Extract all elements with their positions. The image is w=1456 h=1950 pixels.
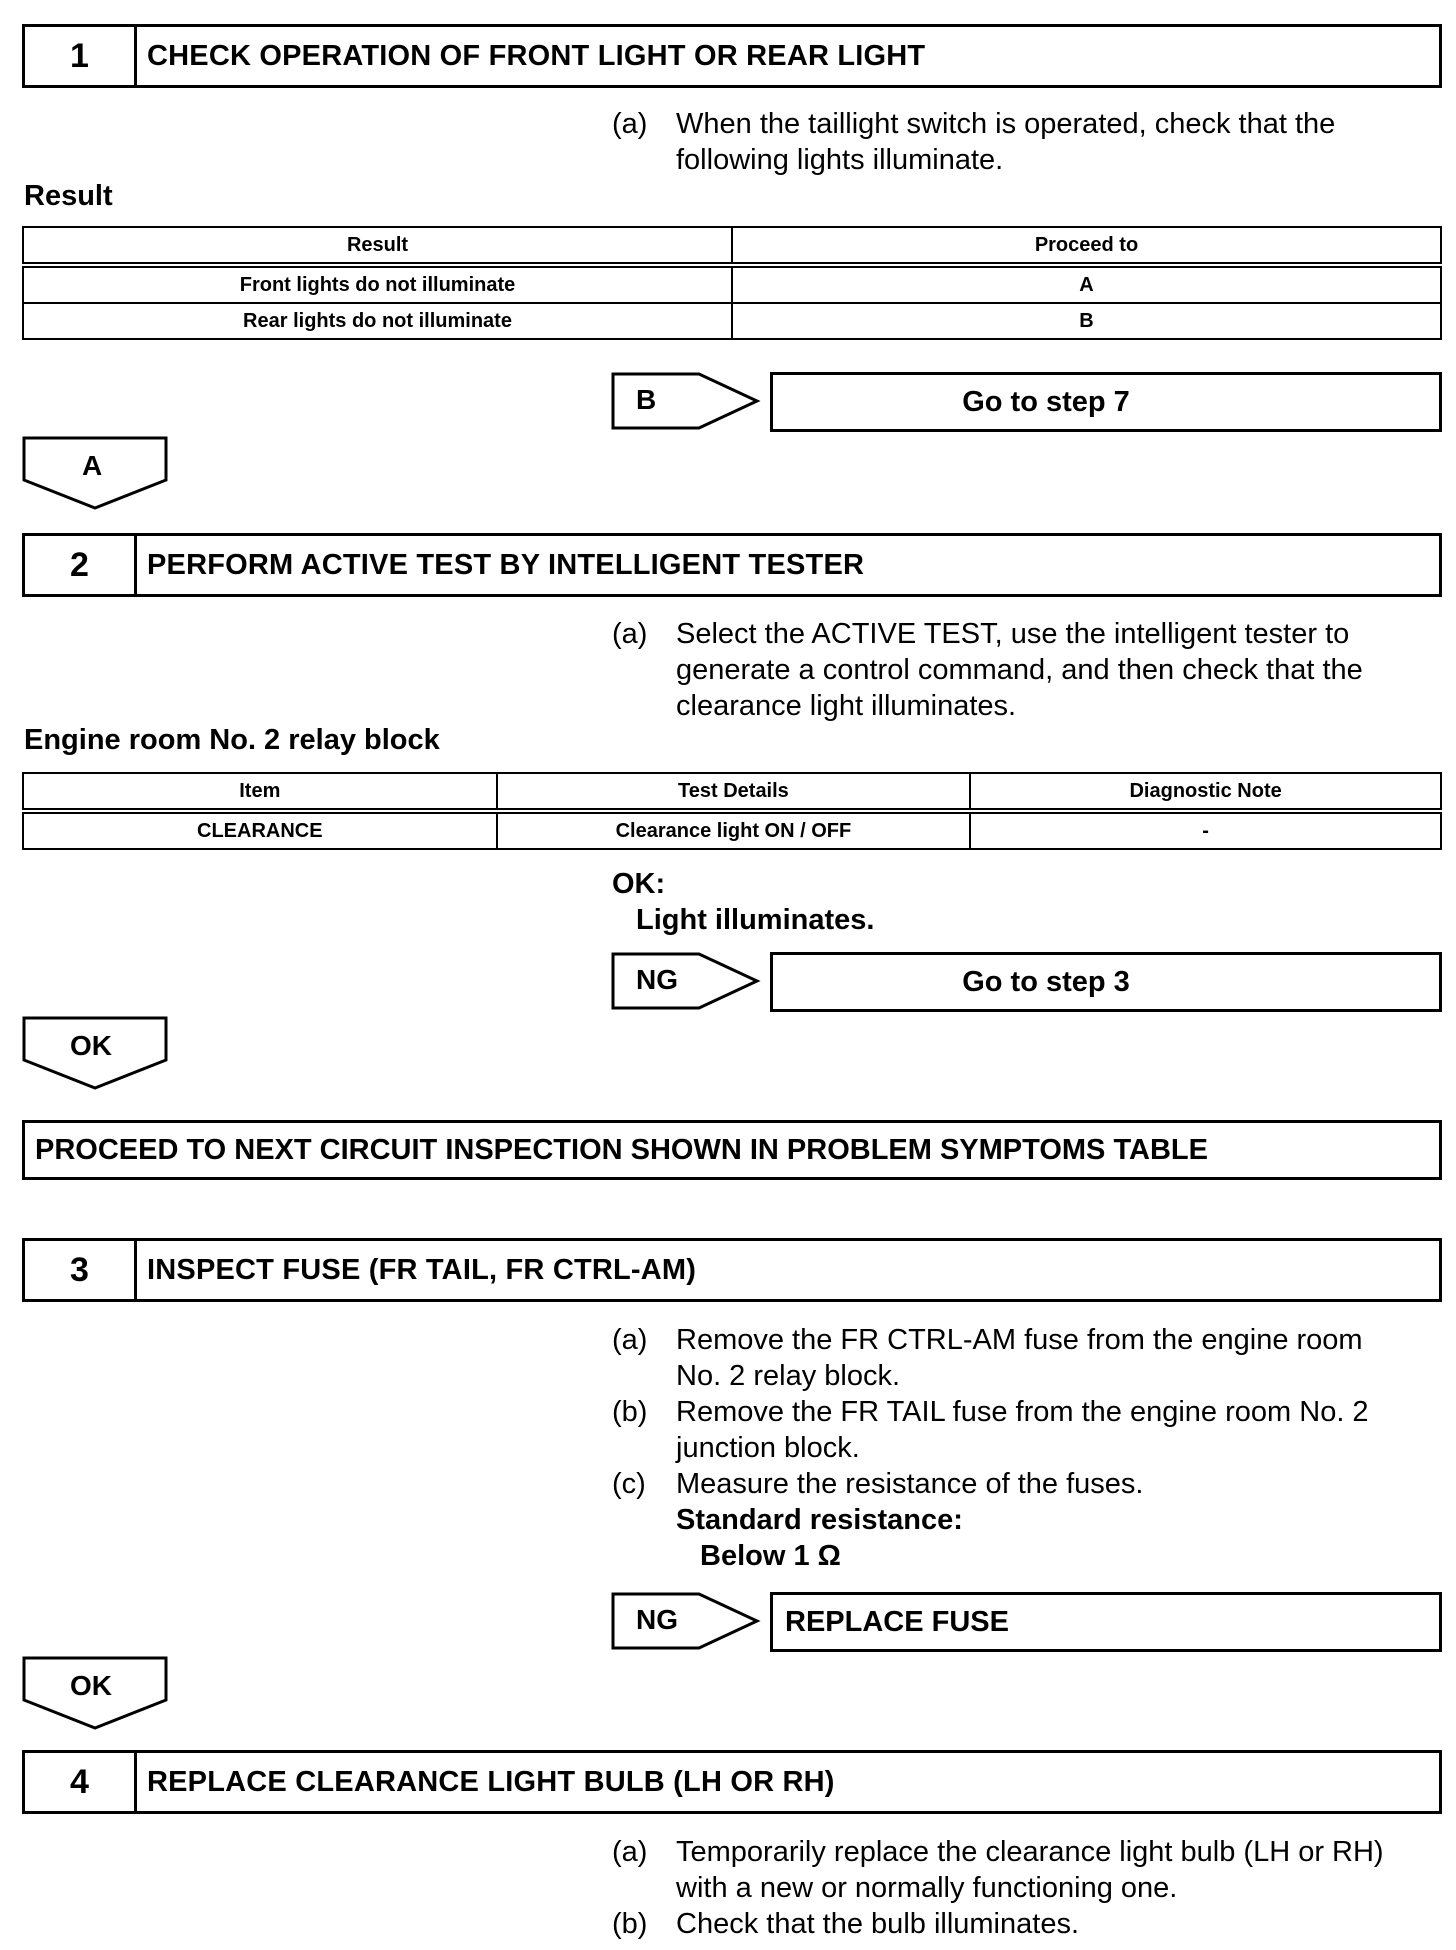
table-cell: B	[732, 303, 1441, 339]
step-2-header	[22, 533, 1442, 597]
step-3-instructions	[612, 1322, 1432, 1574]
instruction-text: No. 2 relay block.	[676, 1360, 901, 1392]
table-header: Proceed to	[732, 227, 1441, 265]
instruction-text: Check that the bulb illuminates.	[676, 1908, 1079, 1940]
down-tag-label: A	[82, 450, 103, 481]
result-table	[22, 226, 1442, 340]
table-cell: Rear lights do not illuminate	[23, 303, 732, 339]
step-title: REPLACE CLEARANCE LIGHT BULB (LH OR RH)	[147, 1765, 835, 1798]
goto-step-3-box[interactable]: Go to step 3	[770, 952, 1442, 1012]
instruction-label: (a)	[612, 618, 648, 650]
instruction-text: Remove the FR CTRL-AM fuse from the engine room	[676, 1324, 1363, 1356]
relay-block-label: Engine room No. 2 relay block	[24, 724, 440, 756]
table-cell: CLEARANCE	[23, 811, 497, 849]
instruction-text: Temporarily replace the clearance light bulb (LH or RH)	[676, 1836, 1384, 1868]
down-tag-label: OK	[70, 1030, 112, 1061]
table-cell: -	[970, 811, 1441, 849]
result-tag-arrow	[611, 1592, 761, 1650]
instruction-text: When the taillight switch is operated, check that the	[676, 108, 1336, 140]
result-tag-label: NG	[636, 964, 678, 995]
step-3-header	[22, 1238, 1442, 1302]
down-tag-label: OK	[70, 1670, 112, 1701]
step-4-header	[22, 1750, 1442, 1814]
step-1-instructions	[612, 106, 1432, 178]
instruction-label: (a)	[612, 1324, 648, 1356]
step-2-instructions	[612, 616, 1432, 724]
table-row	[23, 303, 1441, 339]
result-tag-arrow	[611, 372, 761, 430]
instruction-text: with a new or normally functioning one.	[676, 1872, 1178, 1904]
instruction-label: (b)	[612, 1908, 648, 1940]
standard-resistance-value: Below 1 Ω	[700, 1540, 841, 1572]
result-tag-label: NG	[636, 1604, 678, 1635]
instruction-text: clearance light illuminates.	[676, 690, 1017, 722]
instruction-label: (b)	[612, 1396, 648, 1428]
table-row	[23, 811, 1441, 849]
standard-resistance-label: Standard resistance:	[676, 1504, 963, 1536]
instruction-label: (c)	[612, 1468, 646, 1500]
step-number: 3	[25, 1241, 137, 1299]
step-number: 2	[25, 536, 137, 594]
instruction-text: following lights illuminate.	[676, 144, 1004, 176]
active-test-table	[22, 772, 1442, 850]
instruction-text: generate a control command, and then check that the	[676, 654, 1363, 686]
result-label: Result	[24, 180, 113, 212]
table-cell: Clearance light ON / OFF	[497, 811, 971, 849]
instruction-label: (a)	[612, 108, 648, 140]
step-1-header	[22, 24, 1442, 88]
table-cell: A	[732, 265, 1441, 303]
goto-step-7-box[interactable]: Go to step 7	[770, 372, 1442, 432]
step-number: 1	[25, 27, 137, 85]
result-tag-label: B	[636, 384, 657, 415]
step-number: 4	[25, 1753, 137, 1811]
step-4-instructions	[612, 1834, 1432, 1942]
table-row	[23, 265, 1441, 303]
step-title: INSPECT FUSE (FR TAIL, FR CTRL-AM)	[147, 1253, 697, 1286]
step-title: CHECK OPERATION OF FRONT LIGHT OR REAR LIGHT	[147, 39, 926, 72]
step-title: PERFORM ACTIVE TEST BY INTELLIGENT TESTER	[147, 548, 865, 581]
instruction-label: (a)	[612, 1836, 648, 1868]
instruction-text: Remove the FR TAIL fuse from the engine room No. 2	[676, 1396, 1369, 1428]
table-header: Test Details	[497, 773, 971, 811]
table-header: Item	[23, 773, 497, 811]
ok-label: OK:	[612, 868, 666, 900]
ok-value: Light illuminates.	[636, 904, 875, 936]
instruction-text: junction block.	[676, 1432, 860, 1464]
replace-fuse-box[interactable]: REPLACE FUSE	[770, 1592, 1442, 1652]
table-header: Result	[23, 227, 732, 265]
result-tag-arrow	[611, 952, 761, 1010]
proceed-next-circuit-box[interactable]: PROCEED TO NEXT CIRCUIT INSPECTION SHOWN IN PROBLEM SYMPTOMS TABLE	[22, 1120, 1442, 1180]
table-header: Diagnostic Note	[970, 773, 1441, 811]
instruction-text: Measure the resistance of the fuses.	[676, 1468, 1144, 1500]
table-cell: Front lights do not illuminate	[23, 265, 732, 303]
instruction-text: Select the ACTIVE TEST, use the intelligent tester to	[676, 618, 1350, 650]
